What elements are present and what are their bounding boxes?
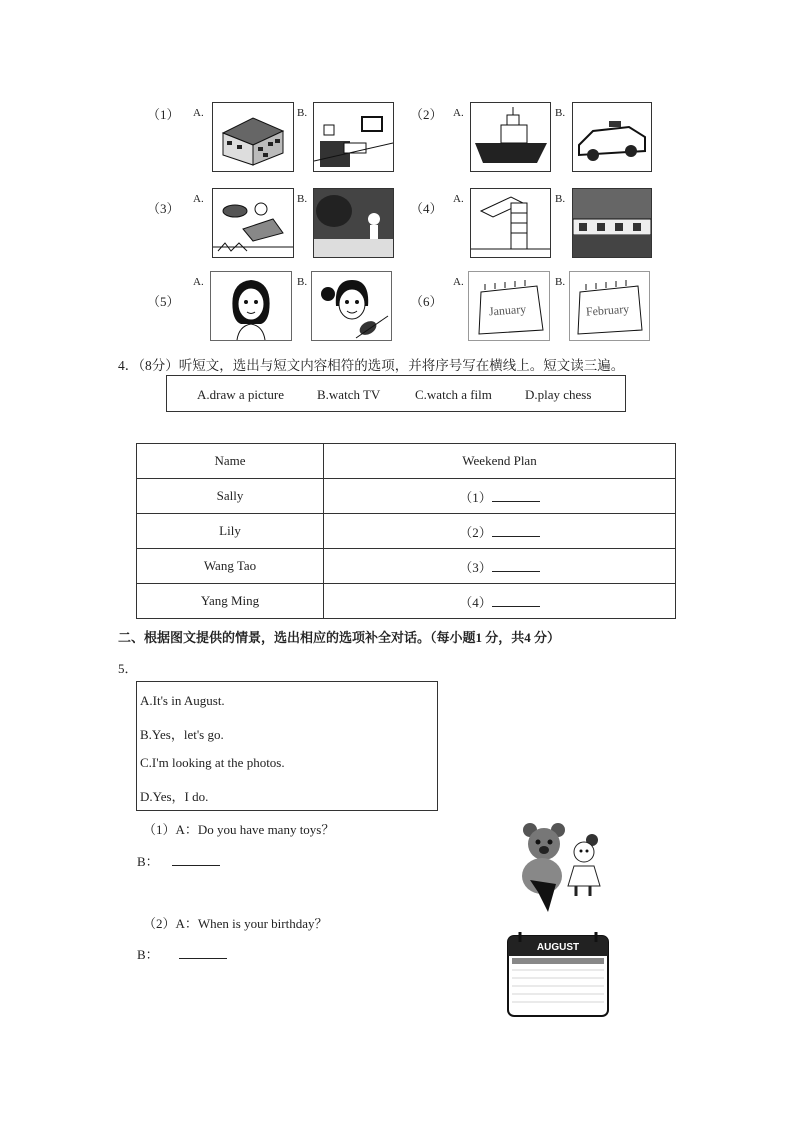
option-letter-a: A. (193, 107, 204, 119)
building-picture (212, 102, 294, 172)
q4-option: B.watch TV (317, 387, 381, 402)
row-name: Sally (137, 479, 324, 514)
calendar-label: February (585, 301, 630, 319)
row-name: Wang Tao (137, 549, 324, 584)
question-5-number: 5． (118, 661, 138, 676)
option-letter-b: B. (555, 193, 566, 205)
q4-option: D.play chess (525, 387, 592, 402)
calendar-february-picture (569, 271, 650, 341)
violin-girl-picture (311, 271, 392, 341)
answer-blank[interactable] (492, 491, 540, 502)
q5-options-box (136, 681, 438, 811)
row-name: Yang Ming (137, 584, 324, 619)
calendar-month-label: AUGUST (536, 942, 580, 953)
header-name: Name (137, 444, 324, 479)
question-4-title: 4．（8分）听短文，选出与短文内容相符的选项，并将序号写在横线上。短文读三遍。 (118, 358, 625, 373)
row-answer (324, 584, 676, 619)
option-letter-a: A. (453, 276, 464, 288)
item-number-5: （5） (147, 294, 180, 309)
answer-blank[interactable] (492, 526, 540, 537)
answer-blank[interactable] (492, 596, 540, 607)
item-number-1: （1） (147, 107, 180, 122)
q5-option: B.Yes，let's go. (140, 727, 224, 742)
ship-picture (470, 102, 551, 172)
row-name: Lily (137, 514, 324, 549)
row-number: （4） (459, 594, 492, 610)
section-2-title: 二、根据图文提供的情景，选出相应的选项补全对话。（每小题1 分，共4 分） (118, 630, 561, 645)
speaker-b: B： (137, 947, 159, 962)
girl-picture (210, 271, 292, 341)
answer-blank[interactable] (492, 561, 540, 572)
park-picture (313, 188, 394, 258)
flying-picture (212, 188, 294, 258)
answer-blank[interactable] (179, 948, 227, 959)
table-row (137, 584, 676, 619)
item-number-6: （6） (410, 294, 443, 309)
row-number: （3） (459, 559, 492, 575)
tower-building-picture (470, 188, 551, 258)
option-letter-b: B. (555, 107, 566, 119)
q5-option: C.I'm looking at the photos. (140, 755, 285, 770)
taxi-picture (572, 102, 652, 172)
option-letter-b: B. (297, 276, 308, 288)
table-row (137, 514, 676, 549)
dialog-1-answer (137, 851, 220, 870)
dialog-2-answer (137, 944, 227, 963)
dialog-1-question: （1）A：Do you have many toys？ (143, 822, 335, 837)
toys-picture (512, 820, 612, 916)
dialog-2-question: （2）A：When is your birthday？ (143, 916, 328, 931)
answer-blank[interactable] (172, 855, 220, 866)
option-letter-b: B. (297, 193, 308, 205)
weekend-plan-table (136, 443, 676, 619)
table-row (137, 479, 676, 514)
item-number-2: （2） (410, 107, 443, 122)
option-letter-a: A. (453, 107, 464, 119)
calendar-january-picture (468, 271, 550, 341)
option-letter-a: A. (193, 276, 204, 288)
row-number: （2） (459, 524, 492, 540)
row-number: （1） (459, 489, 492, 505)
calendar-label: January (488, 301, 527, 319)
q4-option: A.draw a picture (197, 387, 284, 402)
option-letter-a: A. (453, 193, 464, 205)
header-weekend-plan: Weekend Plan (324, 444, 676, 479)
table-row (137, 549, 676, 584)
item-number-3: （3） (147, 201, 180, 216)
speaker-b: B： (137, 854, 159, 869)
table-header-row (137, 444, 676, 479)
q5-option: A.It's in August. (140, 693, 225, 708)
option-letter-b: B. (297, 107, 308, 119)
row-answer (324, 479, 676, 514)
q4-options-box (166, 375, 626, 412)
row-answer (324, 549, 676, 584)
q4-option: C.watch a film (415, 387, 492, 402)
station-picture (572, 188, 652, 258)
august-calendar-picture (506, 932, 611, 1018)
item-number-4: （4） (410, 201, 443, 216)
q5-option: D.Yes，I do. (140, 789, 209, 804)
option-letter-b: B. (555, 276, 566, 288)
living-room-picture (313, 102, 394, 172)
option-letter-a: A. (193, 193, 204, 205)
row-answer (324, 514, 676, 549)
